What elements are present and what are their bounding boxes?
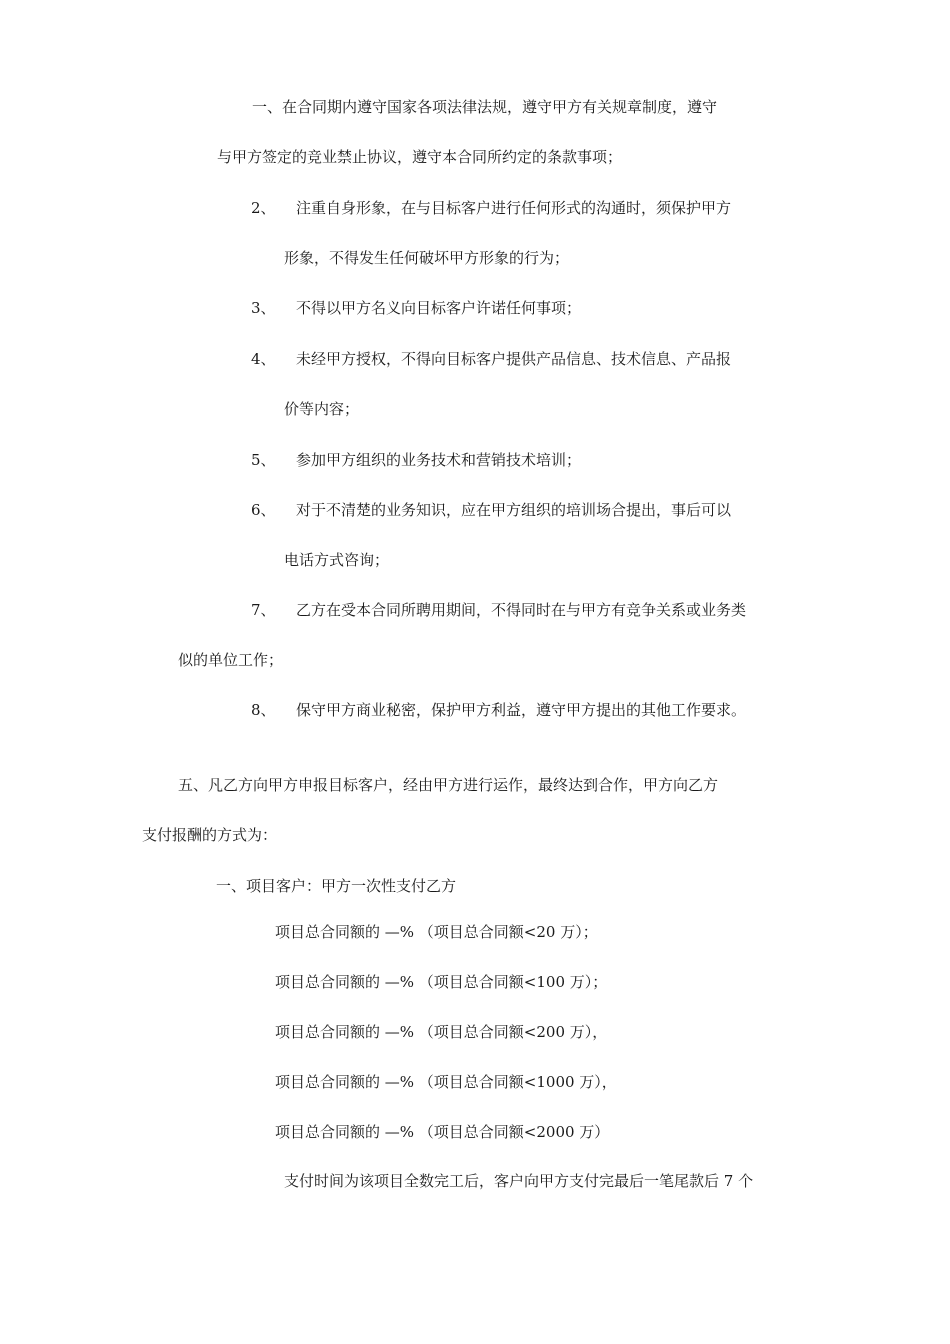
item-2-line-1: 注重自身形象，在与目标客户进行任何形式的沟通时，须保护甲方 xyxy=(296,199,732,217)
item-3-number: 3、 xyxy=(251,299,276,317)
tier-line-1: 项目总合同额的 —% （项目总合同额<20 万）； xyxy=(275,923,598,941)
item-8-number: 8、 xyxy=(251,701,276,719)
section-5-line-2: 支付报酬的方式为： xyxy=(142,826,278,844)
item-3-line-1: 不得以甲方名义向目标客户许诺任何事项； xyxy=(296,299,582,317)
tier-line-5: 项目总合同额的 —% （项目总合同额<2000 万） xyxy=(275,1123,610,1141)
tier-line-3: 项目总合同额的 —% （项目总合同额<200 万）， xyxy=(275,1023,608,1041)
item-7-number: 7、 xyxy=(251,601,276,619)
item-6-line-2: 电话方式咨询； xyxy=(284,551,390,569)
item-4-number: 4、 xyxy=(251,350,276,368)
tier-line-2: 项目总合同额的 —% （项目总合同额<100 万）； xyxy=(275,973,608,991)
item-8-line-1: 保守甲方商业秘密，保护甲方利益，遵守甲方提出的其他工作要求。 xyxy=(296,701,747,719)
item-4-line-1: 未经甲方授权，不得向目标客户提供产品信息、技术信息、产品报 xyxy=(296,350,732,368)
item-5-number: 5、 xyxy=(251,451,276,469)
tier-line-4: 项目总合同额的 —% （项目总合同额<1000 万）， xyxy=(275,1073,617,1091)
item-2-line-2: 形象，不得发生任何破坏甲方形象的行为； xyxy=(284,249,570,267)
payment-time-line: 支付时间为该项目全数完工后，客户向甲方支付完最后一笔尾款后 7 个 xyxy=(284,1172,754,1190)
item-6-line-1: 对于不清楚的业务知识，应在甲方组织的培训场合提出，事后可以 xyxy=(296,501,732,519)
item-6-number: 6、 xyxy=(251,501,276,519)
item-5-line-1: 参加甲方组织的业务技术和营销技术培训； xyxy=(296,451,582,469)
item-7-line-2: 似的单位工作； xyxy=(178,651,284,669)
project-client-heading: 一、项目客户：甲方一次性支付乙方 xyxy=(216,877,457,895)
item-1-line-1: 一、在合同期内遵守国家各项法律法规，遵守甲方有关规章制度，遵守 xyxy=(252,98,718,116)
section-5-line-1: 五、凡乙方向甲方申报目标客户，经由甲方进行运作，最终达到合作，甲方向乙方 xyxy=(178,776,719,794)
item-7-line-1: 乙方在受本合同所聘用期间，不得同时在与甲方有竞争关系或业务类 xyxy=(296,601,747,619)
item-2-number: 2、 xyxy=(251,199,276,217)
item-1-line-2: 与甲方签定的竞业禁止协议，遵守本合同所约定的条款事项； xyxy=(217,148,623,166)
item-4-line-2: 价等内容； xyxy=(284,400,360,418)
